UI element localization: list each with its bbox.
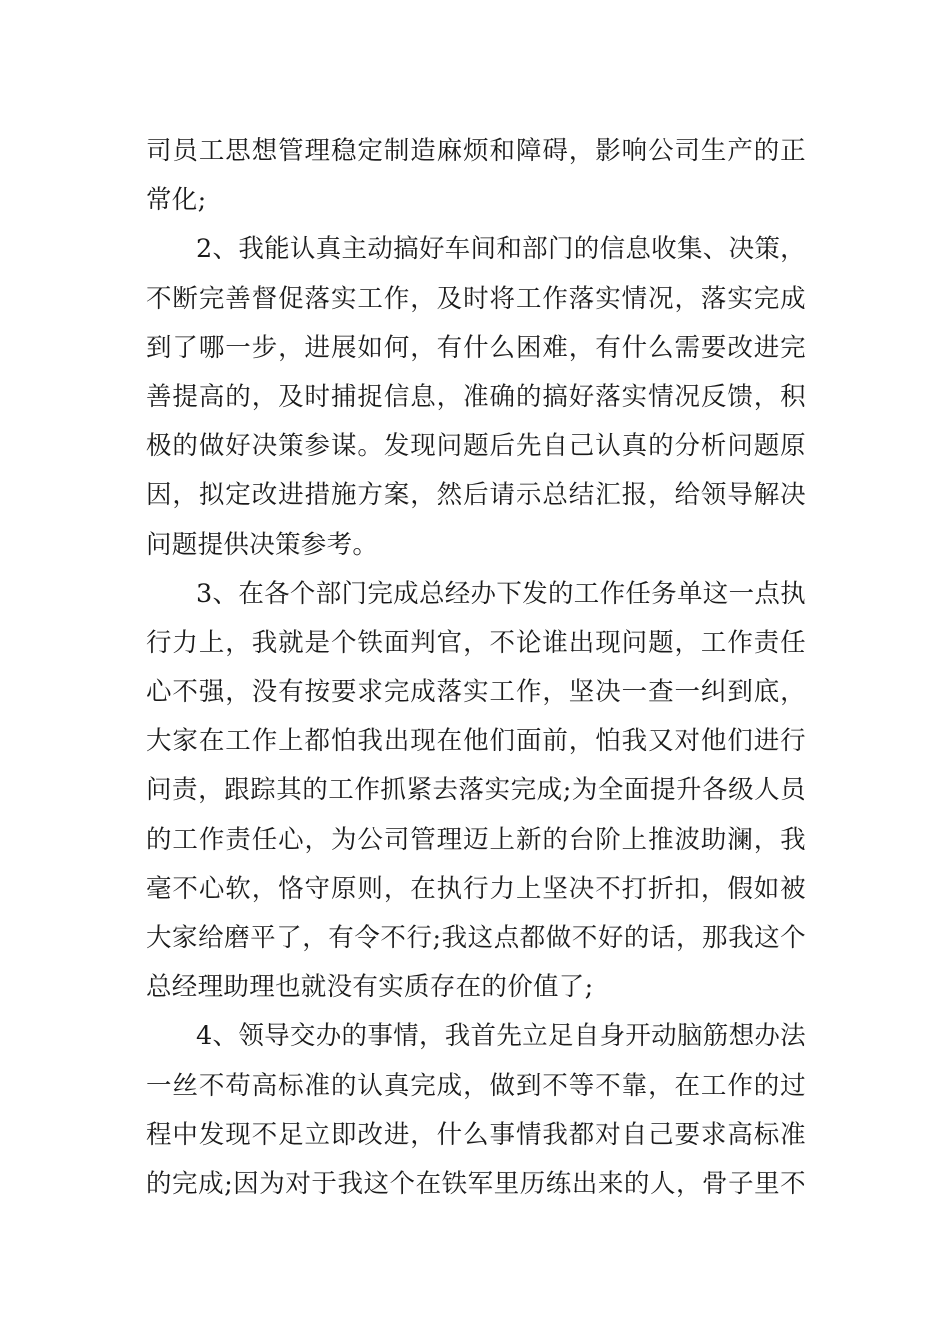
text-line: 心不强，没有按要求完成落实工作，坚决一查一纠到底，: [146, 677, 806, 708]
text-line: 程中发现不足立即改进，什么事情我都对自己要求高标准: [146, 1119, 806, 1150]
text-line: 问题提供决策参考。: [146, 529, 379, 560]
text-line: 行力上，我就是个铁面判官，不论谁出现问题，工作责任: [146, 627, 806, 658]
text-line: 总经理助理也就没有实质存在的价值了;: [146, 972, 594, 1003]
text-line: 问责，跟踪其的工作抓紧去落实完成;为全面提升各级人员: [146, 775, 806, 806]
text-line: 大家给磨平了，有令不行;我这点都做不好的话，那我这个: [146, 923, 806, 953]
text-line: 的工作责任心，为公司管理迈上新的台阶上推波助澜，我: [146, 824, 806, 855]
text-line: 4、领导交办的事情，我首先立足自身开动脑筋想办法: [196, 1021, 806, 1052]
text-line: 善提高的，及时捕捉信息，准确的搞好落实情况反馈，积: [146, 381, 806, 412]
body-text: [146, 127, 806, 1209]
text-line: 到了哪一步，进展如何，有什么困难，有什么需要改进完: [146, 332, 806, 363]
text-line: 因，拟定改进措施方案，然后请示总结汇报，给领导解决: [146, 480, 806, 511]
text-line: 毫不心软，恪守原则，在执行力上坚决不打折扣，假如被: [146, 873, 806, 904]
text-line: 的完成;因为对于我这个在铁军里历练出来的人，骨子里不: [146, 1168, 806, 1199]
text-line: 极的做好决策参谋。发现问题后先自己认真的分析问题原: [146, 431, 806, 462]
text-line: 3、在各个部门完成总经办下发的工作任务单这一点执: [196, 578, 806, 609]
text-line: 司员工思想管理稳定制造麻烦和障碍，影响公司生产的正: [146, 136, 806, 166]
text-line: 2、我能认真主动搞好车间和部门的信息收集、决策，: [196, 234, 806, 265]
text-line: 大家在工作上都怕我出现在他们面前，怕我又对他们进行: [146, 726, 806, 757]
text-line: 常化;: [146, 185, 207, 216]
text-line: 不断完善督促落实工作，及时将工作落实情况，落实完成: [146, 283, 806, 314]
text-line: 一丝不苟高标准的认真完成，做到不等不靠，在工作的过: [146, 1070, 806, 1101]
